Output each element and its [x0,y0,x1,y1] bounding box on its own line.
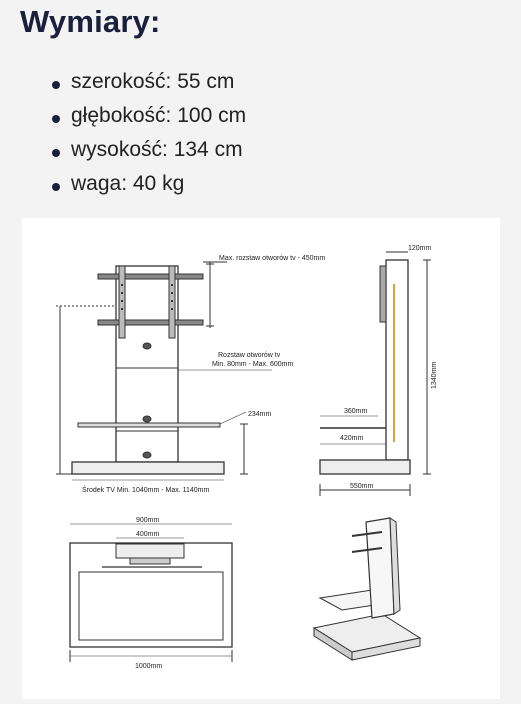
bullet-icon [52,183,60,191]
width-400-label: 400mm [136,531,160,538]
base-550-label: 550mm [350,483,374,490]
bullet-icon [52,81,60,89]
top-view [70,524,232,662]
side-view [320,252,431,496]
bullet-icon [52,115,60,123]
vesa-range-label-2: Min. 80mm - Max. 600mm [212,361,294,368]
front-view [56,262,272,480]
width-900-label: 900mm [136,517,160,524]
perspective-view [314,518,420,660]
tv-center-label: Środek TV Min. 1040mm - Max. 1140mm [82,487,210,494]
technical-drawing [22,218,500,699]
shelf-360-label: 360mm [344,408,368,415]
bullet-icon [52,149,60,157]
page-title: Wymiary: [20,4,161,39]
width-1000-label: 1000mm [135,663,163,670]
shelf-height-label: 234mm [248,411,272,418]
depth-120-label: 120mm [408,245,432,252]
height-1340-label: 1340mm [431,361,438,389]
dimension-drawing-svg [22,218,500,699]
vesa-range-label-1: Rozstaw otworów tv [218,352,281,359]
glass-420-label: 420mm [340,435,364,442]
max-vesa-label: Max. rozstaw otworów tv - 450mm [219,255,326,262]
